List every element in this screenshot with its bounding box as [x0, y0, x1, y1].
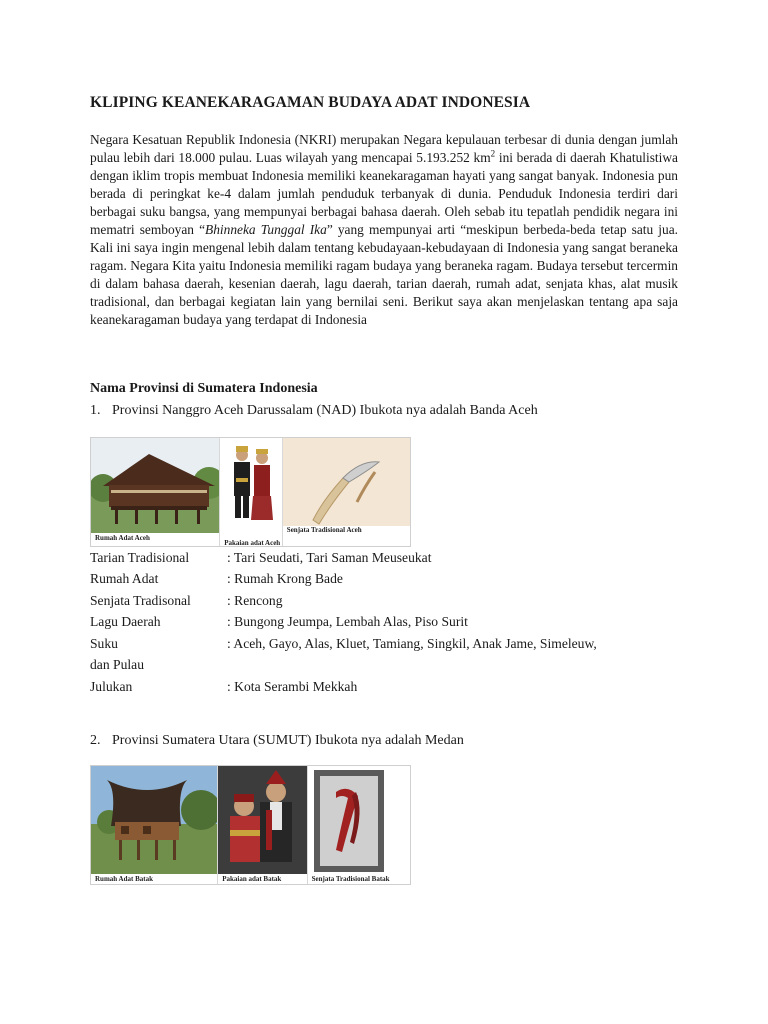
aceh-weapon-photo [283, 438, 410, 546]
province-2-heading-text: Provinsi Sumatera Utara (SUMUT) Ibukota nya adalah Medan [112, 733, 464, 748]
detail-label: Rumah Adat [90, 571, 159, 586]
batak-clothing-caption: Pakaian adat Batak [222, 875, 282, 883]
section-title: Nama Provinsi di Sumatera Indonesia [90, 381, 318, 396]
batak-house-photo [91, 766, 218, 884]
batak-clothing-image [218, 766, 307, 884]
aceh-clothing-caption: Pakaian adat Aceh [224, 539, 281, 546]
batak-house-caption: Rumah Adat Batak [95, 875, 153, 883]
detail-label: Suku [90, 636, 118, 651]
batak-house-image [91, 766, 218, 884]
province-1-heading [90, 403, 538, 419]
province-1-number: 1. [90, 403, 101, 418]
province-2-photo-strip [90, 765, 411, 885]
detail-value: : Rumah Krong Bade [227, 571, 343, 586]
intro-paragraph [90, 131, 678, 330]
aceh-house-image [91, 438, 220, 546]
aceh-house-photo [91, 438, 220, 546]
batak-weapon-image [308, 766, 410, 884]
detail-label: Tarian Tradisional [90, 550, 190, 565]
detail-value: : Kota Serambi Mekkah [227, 679, 358, 694]
province-1-details [90, 550, 680, 700]
intro-superscript: 2 [490, 148, 496, 159]
detail-label: dan Pulau [90, 657, 144, 672]
detail-value: : Rencong [227, 593, 283, 608]
intro-text-2: ini berada di daerah Khatulistiwa dengan iklim tropis membuat Indonesia memiliki keanekaragaman hayati yang sangat banyak. Indonesia pun berada di peringkat ke-4 dalam jumlah penduduk terbanyak di dunia. Penduduk Indonesia terdiri dari berbagai suku bangsa, yang mempunyai berbagai bahasa daerah. Oleh sebab itu tepatlah pendidik negara ini mematri semboyan “ [90, 150, 678, 238]
intro-motto: Bhinneka Tunggal Ika [205, 222, 327, 238]
aceh-clothing-photo [220, 438, 283, 546]
batak-weapon-caption: Senjata Tradisional Batak [311, 875, 390, 883]
detail-value: : Aceh, Gayo, Alas, Kluet, Tamiang, Singkil, Anak Jame, Simeleuw, [227, 636, 597, 651]
detail-label: Julukan [90, 679, 133, 694]
detail-label: Senjata Tradisonal [90, 593, 191, 608]
aceh-house-caption: Rumah Adat Aceh [95, 534, 150, 542]
province-2-heading [90, 733, 464, 749]
aceh-weapon-caption: Senjata Tradisional Aceh [286, 526, 362, 534]
intro-text-1: Negara Kesatuan Republik Indonesia (NKRI) merupakan Negara kepulauan terbesar di dunia dengan jumlah pulau lebih dari 18.000 pulau. Luas wilayah yang mencapai 5.193.252 km [90, 132, 678, 166]
intro-text-3: ” yang mempunyai arti “meskipun berbeda-beda tetap satu jua. Kali ini saya ingin mengenal lebih dalam tentang kebudayaan-kebudayaan di Indonesia yang sangat beraneka ragam. Negara Kita yaitu Indonesia memiliki ragam budaya yang beraneka ragam. Budaya tersebut tercermin di dalam bahasa daerah, kesenian daerah, lagu daerah, tarian daerah, rumah adat, senjata khas, alat musik tradisional, dan berbagai kegiatan lain yang bernilai seni. Berikut saya akan menjelaskan tentang apa saja keanekaragaman budaya yang terdapat di Indonesia [90, 222, 678, 328]
detail-value: : Bungong Jeumpa, Lembah Alas, Piso Surit [227, 614, 468, 629]
batak-weapon-photo [308, 766, 410, 884]
aceh-clothing-image [220, 438, 283, 546]
document-title: KLIPING KEANEKARAGAMAN BUDAYA ADAT INDONESIA [90, 94, 531, 111]
detail-label: Lagu Daerah [90, 614, 161, 629]
batak-clothing-photo [218, 766, 307, 884]
province-1-photo-strip [90, 437, 411, 547]
province-1-heading-text: Provinsi Nanggro Aceh Darussalam (NAD) Ibukota nya adalah Banda Aceh [112, 403, 538, 418]
detail-value: : Tari Seudati, Tari Saman Meuseukat [227, 550, 432, 565]
province-2-number: 2. [90, 733, 101, 748]
